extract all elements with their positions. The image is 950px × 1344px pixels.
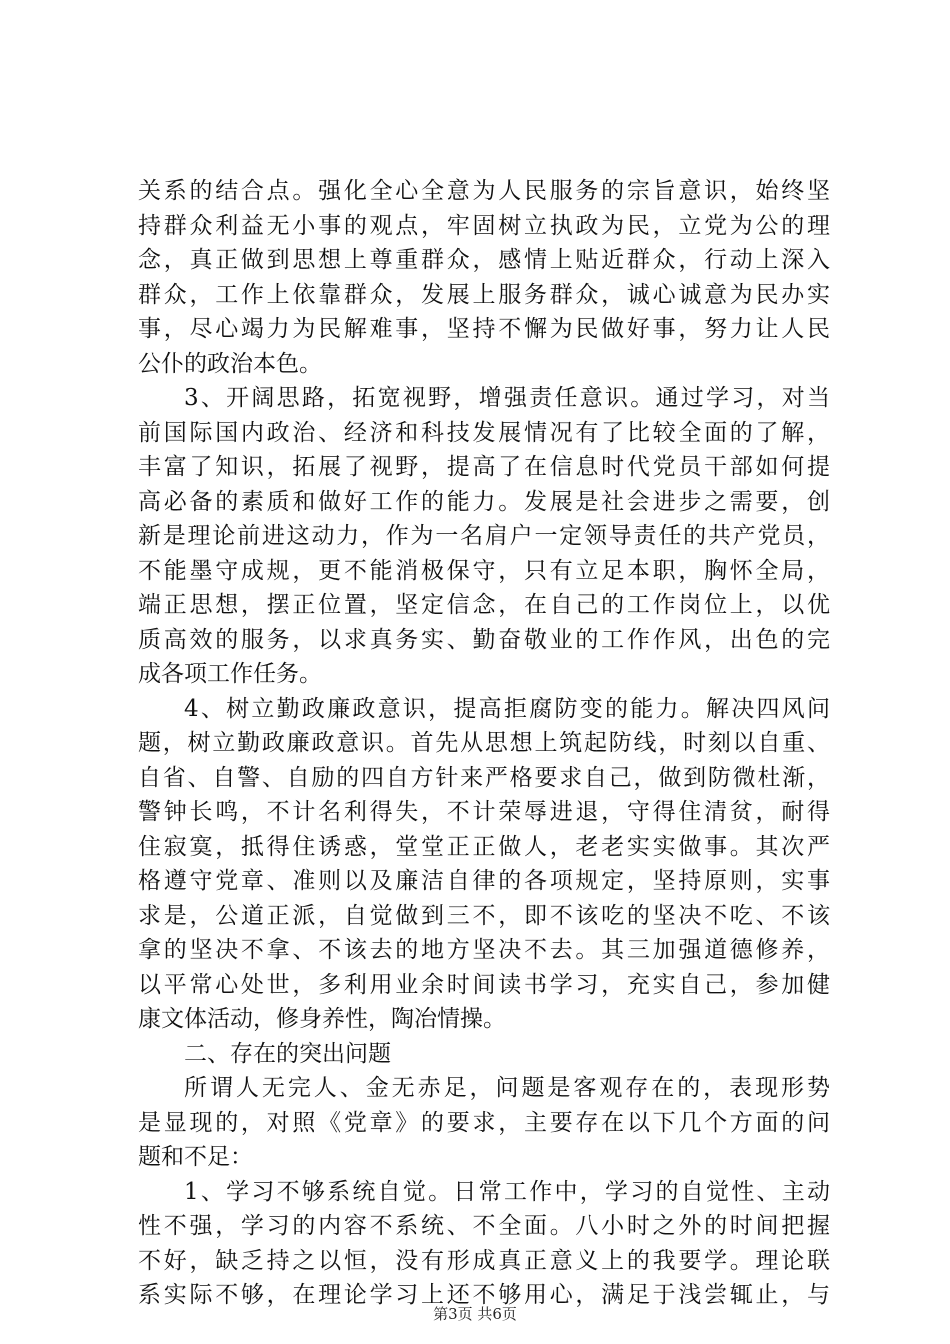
text-line: 题，树立勤政廉政意识。首先从思想上筑起防线，时刻以自重、 xyxy=(138,730,830,756)
text-line: 不好，缺乏持之以恒，没有形成真正意义上的我要学。理论联 xyxy=(138,1247,830,1274)
text-line: 不能墨守成规，更不能消极保守，只有立足本职，胸怀全局， xyxy=(138,557,830,584)
text-line: 事，尽心竭力为民解难事，坚持不懈为民做好事，努力让人民 xyxy=(138,316,830,342)
text-line: 念，真正做到思想上尊重群众，感情上贴近群众，行动上深入 xyxy=(138,247,830,273)
text-line: 公仆的政治本色。 xyxy=(138,350,322,377)
text-line: 端正思想，摆正位置，坚定信念，在自己的工作岗位上，以优 xyxy=(138,592,830,618)
text-line: 格遵守党章、准则以及廉洁自律的各项规定，坚持原则，实事 xyxy=(138,868,830,894)
text-line: 性不强，学习的内容不系统、不全面。八小时之外的时间把握 xyxy=(138,1213,830,1239)
text-line: 3、开阔思路，拓宽视野，增强责任意识。通过学习，对当 xyxy=(184,385,830,411)
text-line: 丰富了知识，拓展了视野，提高了在信息时代党员干部如何提 xyxy=(138,454,830,480)
text-line: 成各项工作任务。 xyxy=(138,661,322,687)
text-line: 康文体活动，修身养性，陶冶情操。 xyxy=(138,1006,506,1032)
text-line: 质高效的服务，以求真务实、勤奋敬业的工作作风，出色的完 xyxy=(138,626,830,653)
text-line: 新是理论前进这动力，作为一名肩户一定领导责任的共产党员， xyxy=(138,523,830,549)
text-line: 1、学习不够系统自觉。日常工作中，学习的自觉性、主动 xyxy=(184,1178,830,1205)
text-line: 系实际不够，在理论学习上还不够用心，满足于浅尝辄止，与 xyxy=(138,1282,830,1308)
text-line: 自省、自警、自励的四自方针来严格要求自己，做到防微杜渐， xyxy=(138,764,830,791)
page-footer: 第3页 共6页 xyxy=(433,1305,517,1323)
document-body xyxy=(138,174,830,1313)
text-line: 是显现的，对照《党章》的要求，主要存在以下几个方面的问 xyxy=(138,1109,830,1136)
text-line: 高必备的素质和做好工作的能力。发展是社会进步之需要，创 xyxy=(138,488,830,515)
text-line: 题和不足： xyxy=(138,1144,253,1170)
text-line: 4、树立勤政廉政意识，提高拒腐防变的能力。解决四风问 xyxy=(184,695,830,722)
text-line: 住寂寞，抵得住诱惑，堂堂正正做人，老老实实做事。其次严 xyxy=(138,833,830,860)
text-line: 警钟长鸣，不计名利得失，不计荣辱进退，守得住清贫，耐得 xyxy=(138,799,830,825)
text-line: 求是，公道正派，自觉做到三不，即不该吃的坚决不吃、不该 xyxy=(138,902,830,929)
text-line: 群众，工作上依靠群众，发展上服务群众，诚心诚意为民办实 xyxy=(138,281,830,308)
text-line: 持群众利益无小事的观点，牢固树立执政为民，立党为公的理 xyxy=(138,212,830,239)
text-line: 关系的结合点。强化全心全意为人民服务的宗旨意识，始终坚 xyxy=(138,178,830,204)
text-line: 前国际国内政治、经济和科技发展情况有了比较全面的了解， xyxy=(138,419,830,446)
text-line: 以平常心处世，多利用业余时间读书学习，充实自己，参加健 xyxy=(138,971,830,998)
text-line: 二、存在的突出问题 xyxy=(184,1040,391,1067)
text-line: 所谓人无完人、金无赤足，问题是客观存在的，表现形势 xyxy=(184,1075,830,1101)
text-line: 拿的坚决不拿、不该去的地方坚决不去。其三加强道德修养， xyxy=(138,937,830,963)
